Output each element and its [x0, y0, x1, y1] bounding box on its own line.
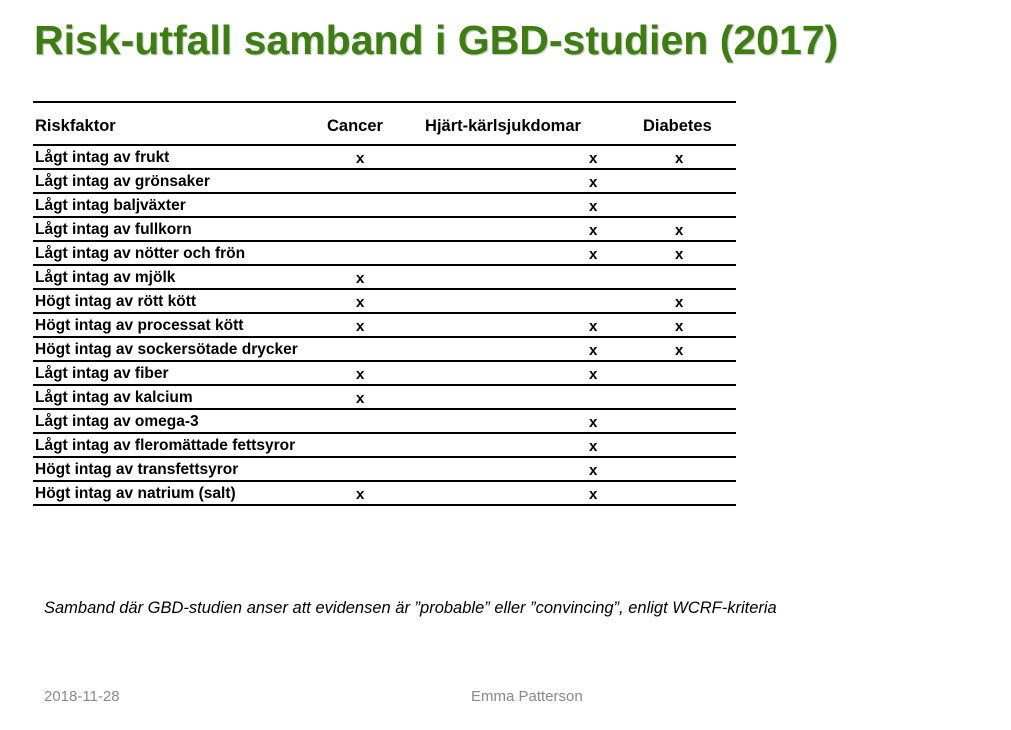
risk-factor-cell: Lågt intag baljväxter	[35, 197, 186, 214]
risk-factor-cell: Högt intag av natrium (salt)	[35, 485, 236, 502]
diabetes-mark	[631, 481, 736, 505]
risk-factor-cell: Högt intag av transfettsyror	[35, 461, 239, 478]
cvd-mark: x	[589, 198, 598, 215]
table-row	[33, 217, 736, 241]
diabetes-mark	[631, 385, 736, 409]
diabetes-mark	[631, 265, 736, 289]
cvd-mark	[407, 289, 631, 313]
table-row	[33, 145, 736, 169]
header-hjart-karlsjukdomar: Hjärt-kärlsjukdomar	[425, 117, 581, 135]
table-row	[33, 313, 736, 337]
cvd-mark: x	[589, 438, 598, 455]
diabetes-mark	[631, 169, 736, 193]
cvd-mark: x	[589, 246, 598, 263]
cancer-mark	[327, 193, 407, 217]
header-diabetes: Diabetes	[643, 117, 712, 135]
cvd-mark: x	[589, 342, 598, 359]
risk-factor-cell: Lågt intag av fleromättade fettsyror	[35, 437, 296, 454]
table-row	[33, 433, 736, 457]
table-row	[33, 169, 736, 193]
table-row	[33, 193, 736, 217]
risk-factor-cell: Lågt intag av omega-3	[35, 413, 199, 430]
table-row	[33, 361, 736, 385]
table-row	[33, 265, 736, 289]
diabetes-mark: x	[675, 246, 684, 263]
table-row	[33, 481, 736, 505]
risk-factor-cell: Lågt intag av kalcium	[35, 389, 193, 406]
table-row	[33, 409, 736, 433]
cvd-mark: x	[589, 150, 598, 167]
cancer-mark: x	[356, 270, 365, 287]
cvd-mark: x	[589, 414, 598, 431]
cvd-mark: x	[589, 462, 598, 479]
slide-title: Risk-utfall samband i GBD-studien (2017)	[34, 17, 839, 63]
header-cancer: Cancer	[327, 117, 383, 135]
risk-factor-cell: Lågt intag av grönsaker	[35, 173, 210, 190]
table-header-row	[33, 102, 736, 145]
cvd-mark: x	[589, 318, 598, 335]
cancer-mark	[327, 409, 407, 433]
table-row	[33, 337, 736, 361]
risk-factor-cell: Lågt intag av mjölk	[35, 269, 176, 286]
risk-outcome-table	[33, 101, 736, 506]
risk-factor-cell: Lågt intag av fiber	[35, 365, 169, 382]
cvd-mark	[407, 265, 631, 289]
cvd-mark: x	[589, 486, 598, 503]
table-row	[33, 241, 736, 265]
cvd-mark: x	[589, 366, 598, 383]
table-row	[33, 289, 736, 313]
table-row	[33, 457, 736, 481]
risk-factor-cell: Högt intag av sockersötade drycker	[35, 341, 298, 358]
risk-factor-cell: Lågt intag av nötter och frön	[35, 245, 246, 262]
cancer-mark: x	[356, 294, 365, 311]
footer-date: 2018-11-28	[44, 688, 120, 705]
cancer-mark	[327, 433, 407, 457]
risk-factor-cell: Lågt intag av frukt	[35, 149, 170, 166]
cancer-mark: x	[356, 366, 365, 383]
cvd-mark	[407, 385, 631, 409]
diabetes-mark: x	[675, 294, 684, 311]
diabetes-mark: x	[675, 318, 684, 335]
diabetes-mark: x	[675, 222, 684, 239]
cancer-mark	[327, 457, 407, 481]
diabetes-mark	[631, 361, 736, 385]
cancer-mark	[327, 169, 407, 193]
footer-author: Emma Patterson	[471, 688, 583, 705]
cancer-mark: x	[356, 318, 365, 335]
diabetes-mark	[631, 193, 736, 217]
cancer-mark: x	[356, 150, 365, 167]
cancer-mark: x	[356, 390, 365, 407]
cvd-mark: x	[589, 174, 598, 191]
diabetes-mark: x	[675, 342, 684, 359]
cancer-mark	[327, 217, 407, 241]
footnote: Samband där GBD-studien anser att evidensen är ”probable” eller ”convincing”, enligt WCRF-kriteria	[44, 599, 777, 617]
risk-factor-cell: Högt intag av rött kött	[35, 293, 197, 310]
cancer-mark: x	[356, 486, 365, 503]
diabetes-mark	[631, 409, 736, 433]
diabetes-mark	[631, 433, 736, 457]
risk-outcome-table-container	[33, 101, 736, 506]
risk-factor-cell: Lågt intag av fullkorn	[35, 221, 192, 238]
risk-factor-cell: Högt intag av processat kött	[35, 317, 244, 334]
cvd-mark: x	[589, 222, 598, 239]
cancer-mark	[327, 337, 407, 361]
diabetes-mark: x	[675, 150, 684, 167]
table-row	[33, 385, 736, 409]
diabetes-mark	[631, 457, 736, 481]
header-riskfaktor: Riskfaktor	[35, 117, 116, 135]
cancer-mark	[327, 241, 407, 265]
